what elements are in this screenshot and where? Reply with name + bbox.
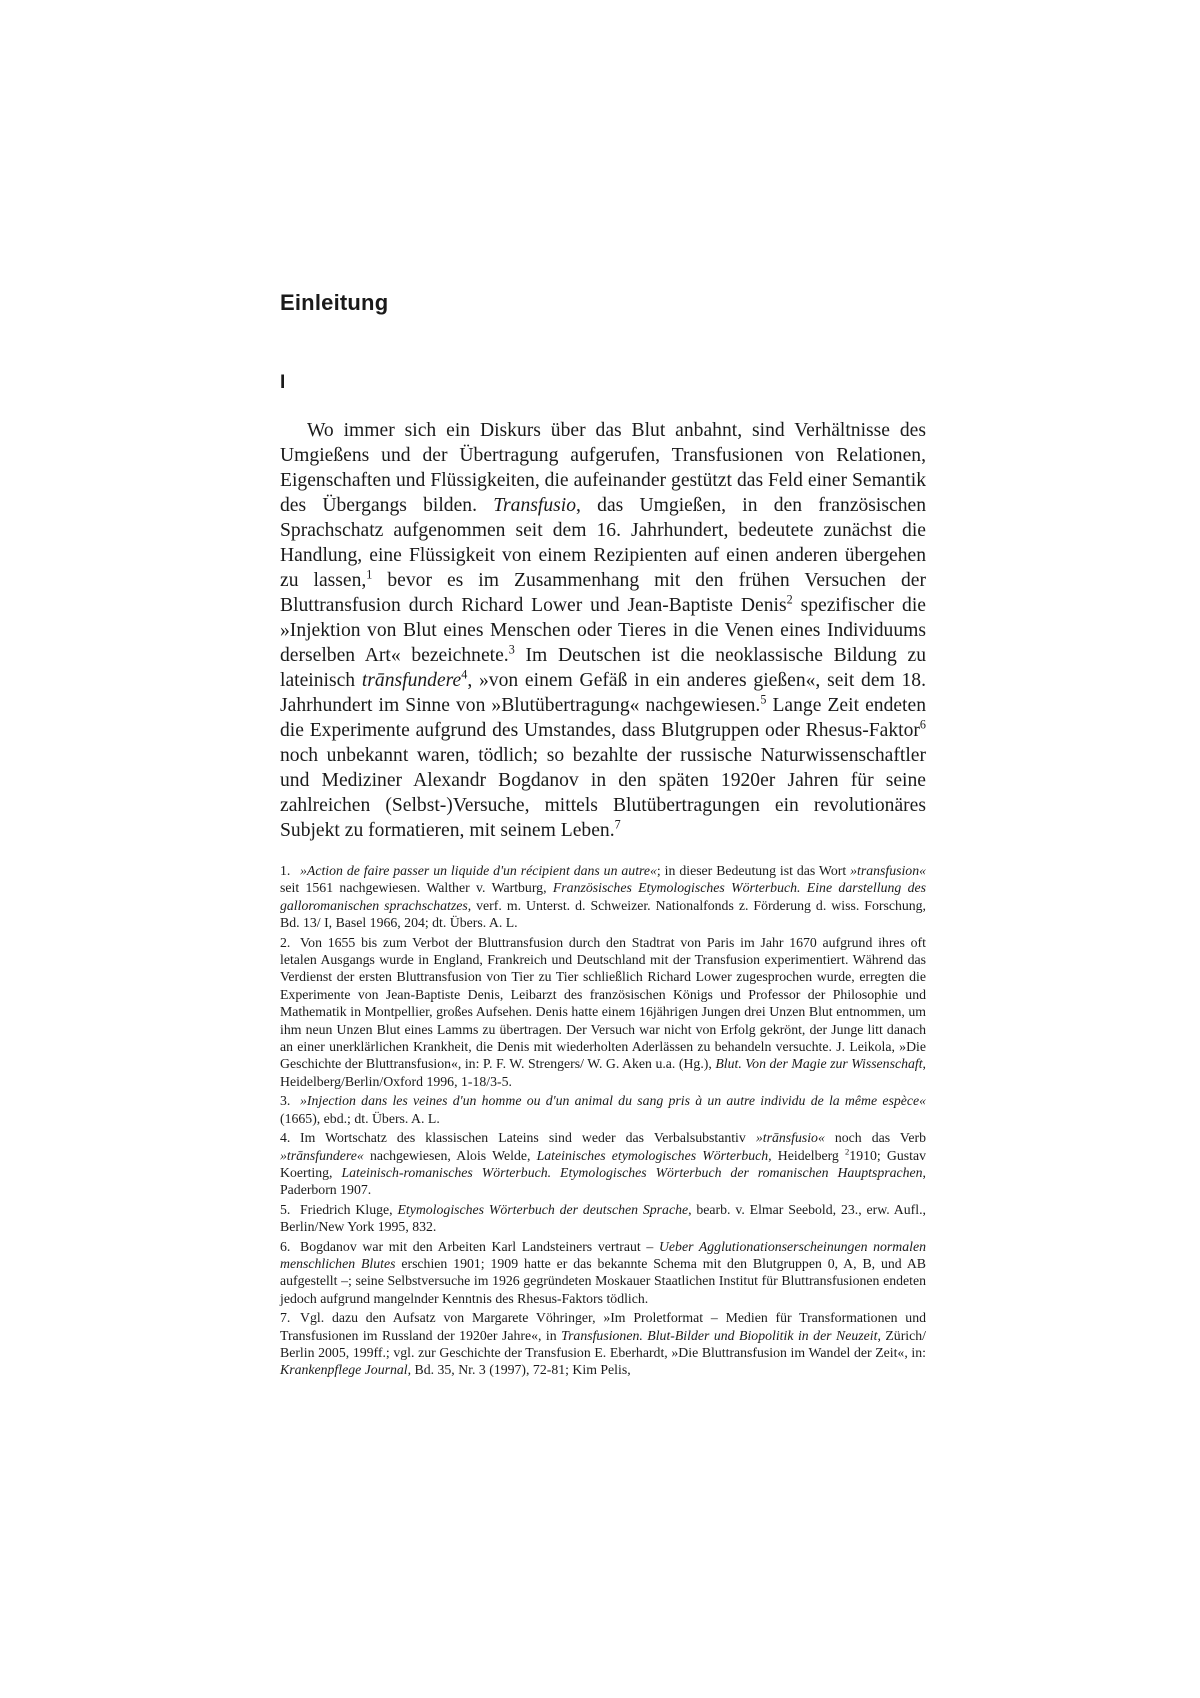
body-text-segment: noch unbekannt waren, tödlich; so bezahlte der russische Naturwissenschaftler und Mediziner Alexandr Bogdanov in den späten 1920er Jahren für seine zahlreichen (Selbst-)Versuche, mittels Blutübertragungen ein revolutionäres Subjekt zu formatieren, mit seinem Leben. xyxy=(280,745,926,841)
footnotes xyxy=(280,862,926,1381)
footnote-number: 5. xyxy=(280,1201,291,1217)
footnote-ref[interactable]: 1 xyxy=(366,567,373,582)
footnote-text: noch das Verb xyxy=(824,1130,926,1146)
footnote-text: Friedrich Kluge, xyxy=(300,1201,398,1217)
footnote-text: , Heidelberg/Berlin/Oxford 1996, 1-18/3-5. xyxy=(280,1056,926,1089)
body-text-segment: , das Umgießen, in den französischen Sprachschatz aufgenommen seit dem 16. Jahrhundert, bedeutete zunächst die Handlung, eine Flüssigkeit von einem Rezipienten auf einen anderen übergehen zu lassen, xyxy=(280,495,926,591)
footnote-ref[interactable]: 2 xyxy=(786,592,793,607)
chapter-title: Einleitung xyxy=(280,290,389,315)
section-number: I xyxy=(280,372,286,393)
footnote-italic: Ueber Agglutionationserscheinungen normalen menschlichen Blutes xyxy=(280,1238,927,1271)
footnote-text: Vgl. dazu den Aufsatz von Margarete Vöhringer, »Im Proletformat – Medien für Transformationen und Transfusionen im Russland der 1920er Jahre«, in xyxy=(280,1310,926,1343)
footnote-italic: »Injection dans les veines d'un homme ou d'un animal du sang pris à un autre individu de la même espèce« xyxy=(300,1093,926,1109)
footnote-text: Von 1655 bis zum Verbot der Bluttransfusion durch den Stadtrat von Paris im Jahr 1670 aufgrund ihres oft letalen Ausgangs wurde in England, Frankreich und Deutschland mit der Transfusion experimentiert. Während das Verdienst der ersten Bluttransfusion von Tier zu Tier schließlich Richard Lower zugesprochen wurde, erregten die Experimente von Jean-Baptiste Denis, Leibarzt des französischen Königs und Professor der Philosophie und Mathematik in Montpellier, großes Aufsehen. Denis hatte einem 16jährigen Jungen drei Unzen Blut entnommen, um ihm neun Unzen Blut eines Lamms zu übertragen. Der Versuch war nicht von Erfolg gekrönt, der Junge litt danach an einer unerklärlichen Krankheit, die Denis mit wiederholten Aderlässen zu behandeln versuchte. J. Leikola, »Die Geschichte der Bluttransfusion«, in: P. F. W. Strengers/ W. G. Aken u.a. (Hg.), xyxy=(280,934,926,1072)
body-italic-term: Transfusio xyxy=(493,495,577,516)
footnote-number: 7. xyxy=(280,1310,291,1326)
footnote-text: erschien 1901; 1909 hatte er das bekannte Schema mit den Blutgruppen 0, A, B, und AB aufgestellt –; seine Selbstversuche im 1926 gegründeten Moskauer Staatlichen Institut für Bluttransfusionen endeten jedoch aufgrund mangelnder Kenntnis des Rhesus-Faktors tödlich. xyxy=(280,1255,926,1306)
footnote-italic: Lateinisch-romanisches Wörterbuch. Etymologisches Wörterbuch der romanischen Hauptsprachen xyxy=(341,1164,923,1180)
footnote-italic: Transfusionen. Blut-Bilder und Biopolitik in der Neuzeit xyxy=(561,1327,878,1343)
footnote-text: ; in dieser Bedeutung ist das Wort xyxy=(656,863,851,878)
footnote-number: 4. xyxy=(280,1130,291,1146)
footnote-ref[interactable]: 6 xyxy=(919,717,926,732)
footnote-text: , Bd. 35, Nr. 3 (1997), 72-81; Kim Pelis, xyxy=(407,1362,631,1378)
body-text-segment: Im Deutschen ist die neoklassische Bildung zu lateinisch xyxy=(280,645,926,691)
footnote-italic: »trānsfusio« xyxy=(755,1130,825,1146)
footnote-2 xyxy=(280,934,926,1091)
footnote-italic: »trānsfundere« xyxy=(280,1147,364,1163)
footnote-italic: Blut. Von der Magie zur Wissenschaft xyxy=(715,1056,923,1072)
footnote-text: nachgewiesen, Alois Welde, xyxy=(363,1147,537,1163)
footnote-number: 3. xyxy=(280,1093,291,1109)
footnote-text: , bearb. v. Elmar Seebold, 23., erw. Aufl., Berlin/New York 1995, 832. xyxy=(280,1201,926,1235)
footnote-5 xyxy=(280,1201,926,1236)
footnote-text: , verf. m. Unterst. d. Schweizer. Nationalfonds z. Förderung d. wiss. Forschung, Bd. 13/ I, Basel 1966, 204; dt. Übers. A. L. xyxy=(280,897,926,931)
footnote-italic: Krankenpflege Journal xyxy=(280,1362,408,1378)
footnote-text: (1665), ebd.; dt. Übers. A. L. xyxy=(280,1110,440,1126)
body-text-segment: Wo immer sich ein Diskurs über das Blut anbahnt, sind Verhältnisse des Umgießens und der Übertragung aufgerufen, Transfusionen von Relationen, Eigenschaften und Flüssigkeiten, die aufeinander gestützt das Feld einer Semantik des Übergangs bilden. xyxy=(280,420,926,516)
body-text-segment: spezifischer die »Injektion von Blut eines Menschen oder Tieres in die Venen eines Individuums derselben Art« bezeichnete. xyxy=(280,595,926,666)
footnote-ref[interactable]: 3 xyxy=(508,642,515,657)
footnote-ref[interactable]: 5 xyxy=(760,692,767,707)
footnote-text: , Zürich/ Berlin 2005, 199ff.; vgl. zur Geschichte der Transfusion E. Eberhardt, »Die Bluttransfusion im Wandel der Zeit«, in: xyxy=(280,1327,926,1360)
footnote-text: 1910; Gustav Koerting, xyxy=(280,1147,926,1180)
footnote-text: Im Wortschatz des klassischen Lateins sind weder das Verbalsubstantiv xyxy=(300,1130,756,1146)
footnote-7 xyxy=(280,1309,926,1379)
footnote-number: 6. xyxy=(280,1238,291,1254)
footnote-ref[interactable]: 4 xyxy=(461,667,468,682)
footnote-1 xyxy=(280,862,926,932)
footnote-ref[interactable]: 7 xyxy=(614,817,621,832)
footnote-text: seit 1561 nachgewiesen. Walther v. Wartburg, xyxy=(280,880,553,896)
footnote-number: 1. xyxy=(280,863,291,878)
edition-superscript: 2 xyxy=(845,1145,850,1156)
footnote-italic: »Action de faire passer un liquide d'un récipient dans un autre« xyxy=(300,863,657,878)
footnote-text: Bogdanov war mit den Arbeiten Karl Landsteiners vertraut – xyxy=(300,1238,659,1254)
footnote-text: Heidelberg xyxy=(771,1147,846,1163)
footnote-4 xyxy=(280,1129,926,1199)
footnote-italic: Lateinisches etymologisches Wörterbuch, xyxy=(536,1147,772,1163)
body-italic-term: trānsfundere xyxy=(361,670,462,691)
footnote-3 xyxy=(280,1092,926,1127)
footnote-italic: »transfusion« xyxy=(850,863,926,878)
footnote-number: 2. xyxy=(280,934,291,950)
body-text-segment: , »von einem Gefäß in ein anderes gießen«, seit dem 18. Jahrhundert im Sinne von »Blutübertragung« nachgewiesen. xyxy=(280,670,927,716)
footnote-italic: Etymologisches Wörterbuch der deutschen Sprache xyxy=(397,1201,689,1217)
body-paragraph xyxy=(280,418,926,843)
body-text-segment: Lange Zeit endeten die Experimente aufgrund des Umstandes, dass Blutgruppen oder Rhesus-Faktor xyxy=(280,695,926,741)
footnote-italic: Französisches Etymologisches Wörterbuch. Eine darstellung des galloromanischen sprachschatzes xyxy=(280,880,927,913)
body-text-segment: bevor es im Zusammenhang mit den frühen Versuchen der Bluttransfusion durch Richard Lower und Jean-Baptiste Denis xyxy=(280,570,926,616)
footnote-6 xyxy=(280,1238,926,1308)
footnote-text: , Paderborn 1907. xyxy=(280,1164,926,1198)
